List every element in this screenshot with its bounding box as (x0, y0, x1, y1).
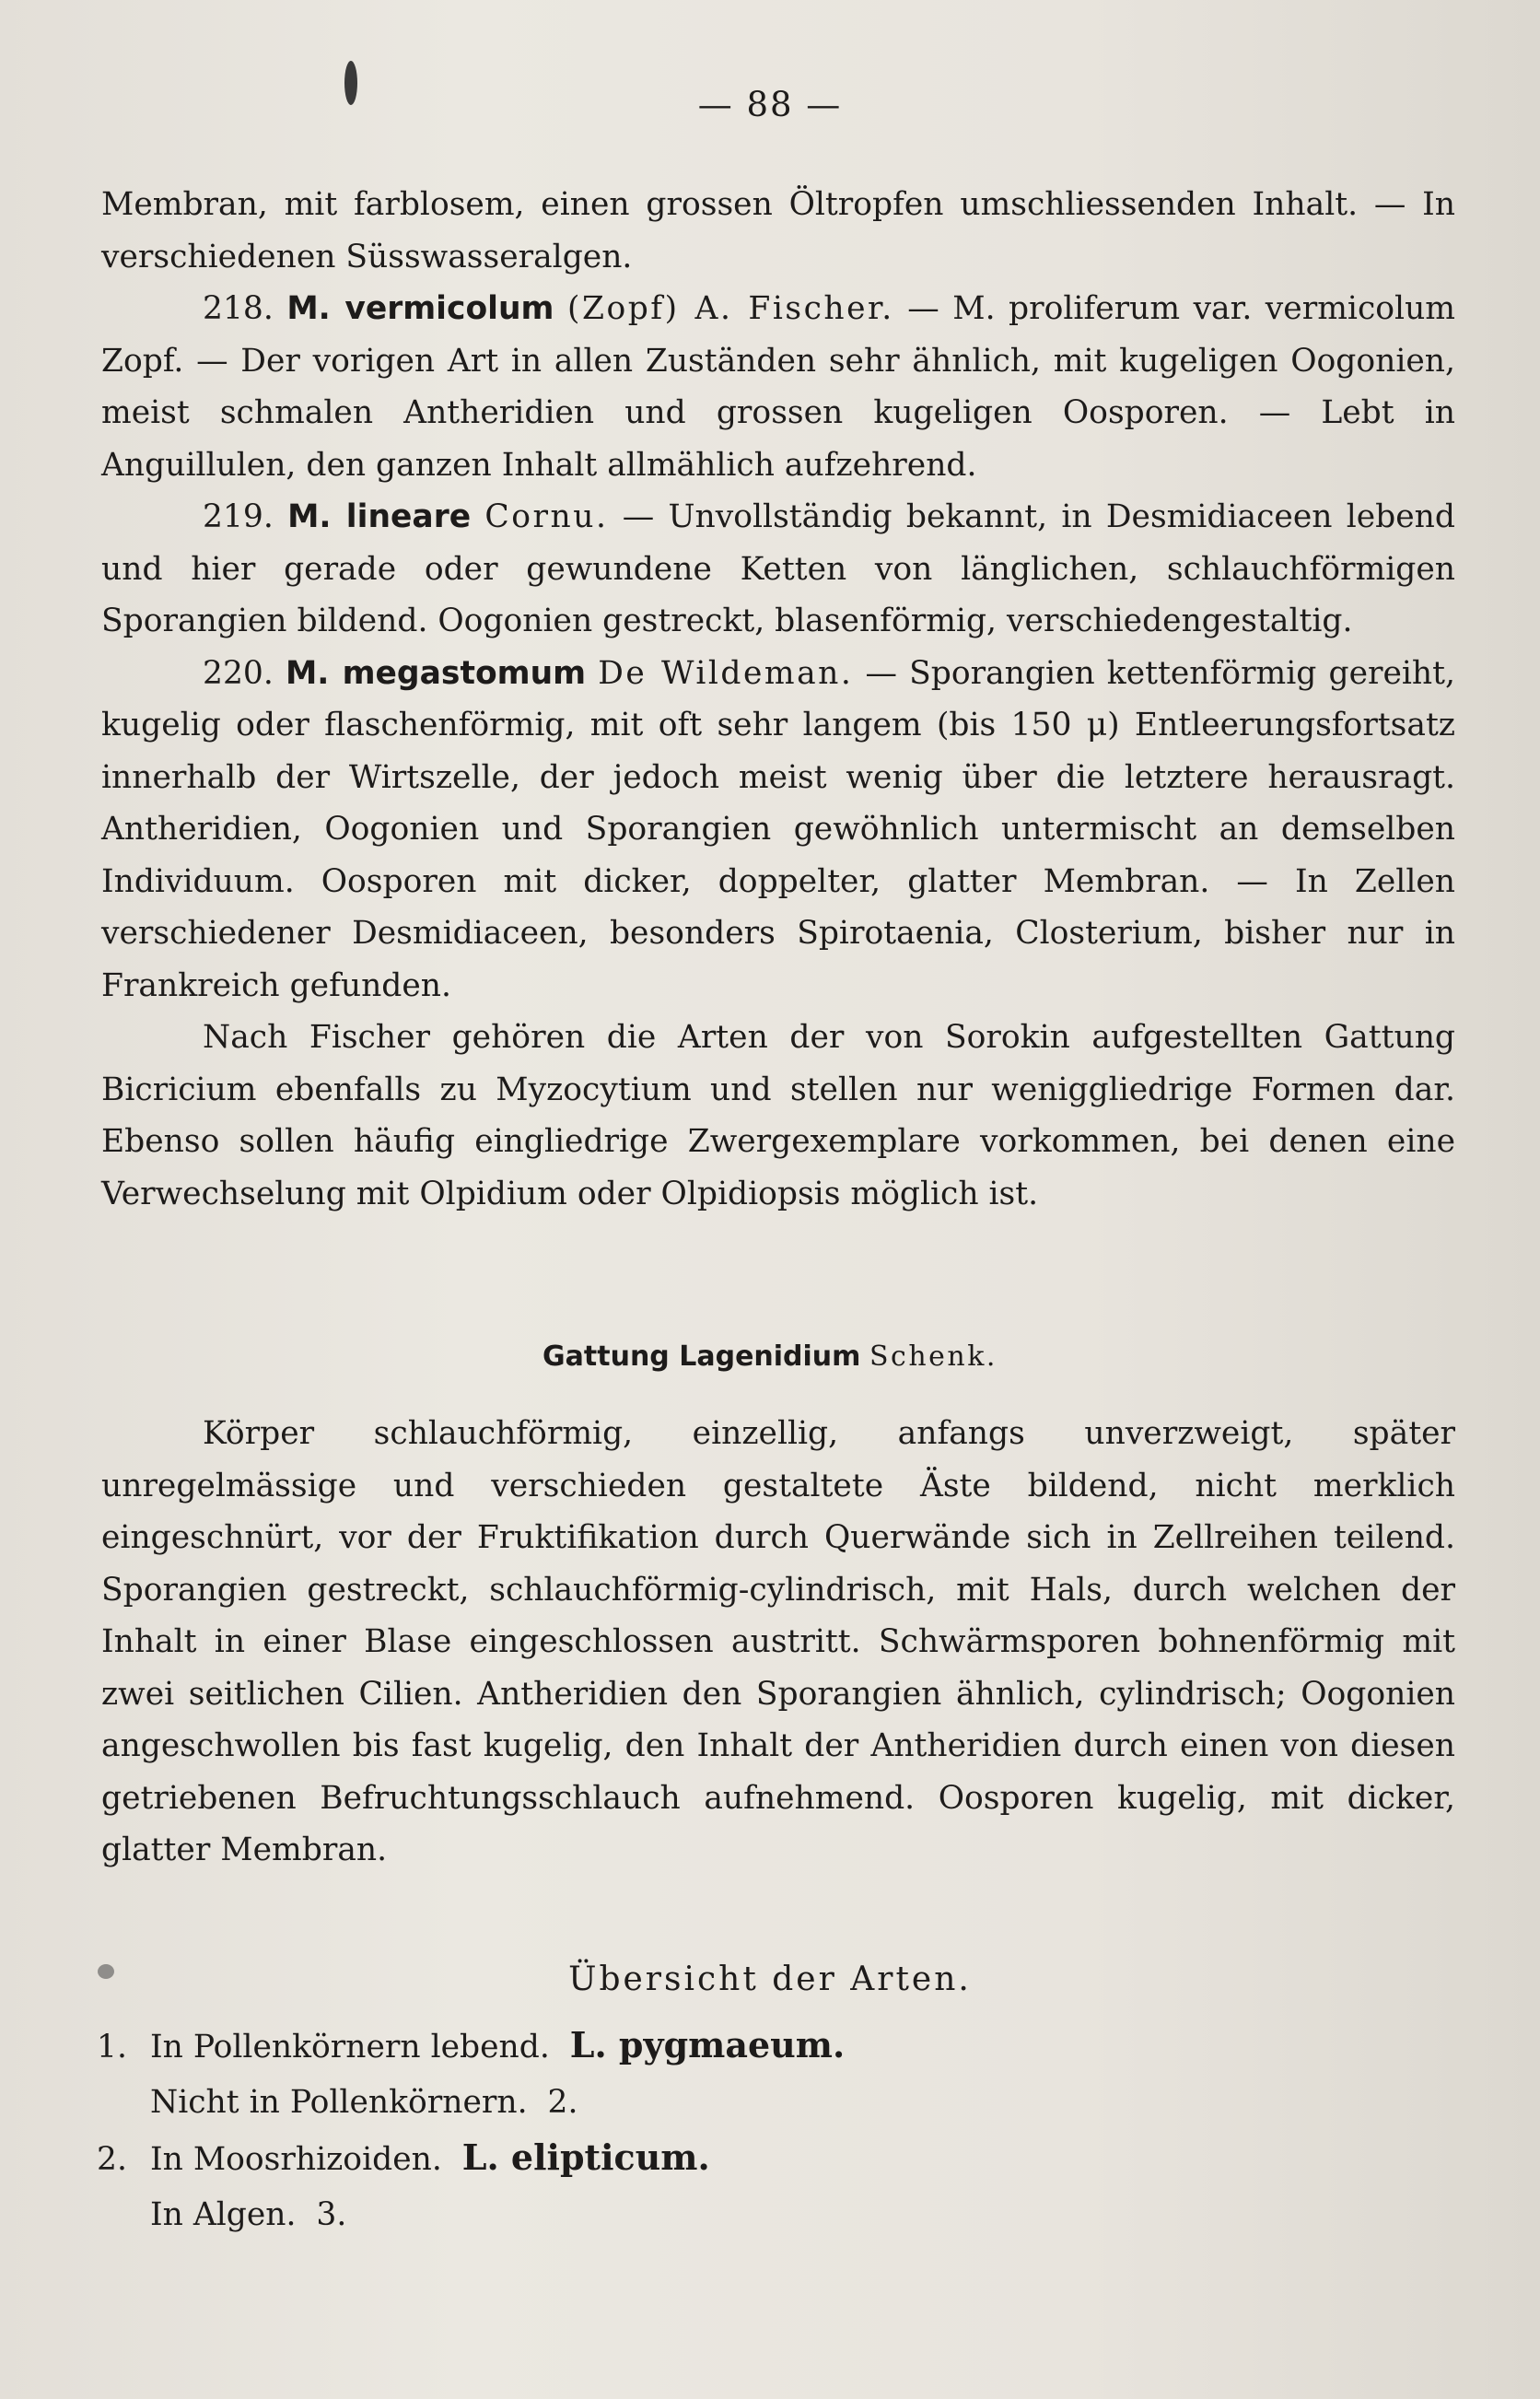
page-number: — 88 — (697, 85, 843, 124)
species-entry-220 (101, 648, 1455, 1012)
species-name: M. vermicolum (286, 290, 554, 327)
genus-description: Körper schlauchförmig, einzellig, anfangs unverzweigt, später unregelmässige und verschieden gestaltete Äste bildend, nicht merklich eingeschnürt, vor der Fruktifikation durch Querwände sich in Zellreihen teilend. Sporangien gestreckt, schlauchförmig-cylindrisch, mit Hals, durch welchen der Inhalt in einer Blase eingeschlossen austritt. Schwärmsporen bohnenförmig mit zwei seitlichen Cilien. Antheridien den Sporangien ähnlich, cylindrisch; Oogonien angeschwollen bis fast kugelig, den Inhalt der Antheridien durch einen von diesen getriebenen Befruchtungsschlauch aufnehmend. Oosporen kugelig, mit dicker, glatter Membran. (101, 1415, 1455, 1868)
entry-number: 218. (203, 290, 274, 327)
species-key (97, 2018, 845, 2242)
species-entry-218 (101, 283, 1455, 491)
species-description: — M. proliferum var. vermicolum Zopf. — Der vorigen Art in allen Zuständen sehr ähnlich, mit kugeligen Oogonien, meist schmalen Antheridien und grossen kugeligen Oosporen. — Lebt in Anguillulen, den ganzen Inhalt allmählich aufzehrend. (101, 290, 1456, 484)
key-row (97, 2130, 845, 2187)
species-author: Cornu. (484, 498, 609, 535)
species-author: (Zopf) A. Fischer. (567, 290, 894, 327)
genus-heading-label: Gattung Lagenidium (542, 1340, 861, 1373)
key-ref: 2. (547, 2084, 578, 2121)
key-text: In Algen. (150, 2196, 297, 2233)
key-row (97, 2187, 845, 2242)
key-text: In Pollenkörnern lebend. (150, 2029, 550, 2065)
key-row (97, 2075, 845, 2130)
key-number: 2. (97, 2141, 127, 2178)
species-name: M. lineare (287, 498, 472, 535)
key-text: In Moosrhizoiden. (150, 2141, 442, 2178)
genus-heading (0, 1340, 1540, 1373)
key-row (97, 2018, 845, 2075)
paragraph-continuation: Membran, mit farblosem, einen grossen Öltropfen umschliessenden Inhalt. — In verschiedenen Süsswasseralgen. (101, 186, 1455, 275)
paragraph-fischer: Nach Fischer gehören die Arten der von Sorokin aufgestellten Gattung Bicricium ebenfalls zu Myzocytium und stellen nur weniggliedrige Formen dar. Ebenso sollen häufig eingliedrige Zwergexemplare vorkommen, bei denen eine Verwechselung mit Olpidium oder Olpidiopsis möglich ist. (101, 1019, 1455, 1212)
main-text-block (101, 179, 1455, 1220)
entry-number: 219. (203, 498, 274, 535)
key-result: L. pygmaeum. (569, 2024, 846, 2065)
species-description: — Sporangien kettenförmig gereiht, kugelig oder flaschenförmig, mit oft sehr langem (bis 150 μ) Entleerungsfortsatz innerhalb der Wirtszelle, der jedoch meist wenig über die letztere herausragt. Antheridien, Oogonien und Sporangien gewöhnlich untermischt an demselben Individuum. Oosporen mit dicker, doppelter, glatter Membran. — In Zellen verschiedener Desmidiaceen, besonders Spirotaenia, Closterium, bisher nur in Frankreich gefunden. (101, 654, 1455, 1004)
species-description: — Unvollständig bekannt, in Desmidiaceen lebend und hier gerade oder gewundene Ketten von länglichen, schlauchförmigen Sporangien bildend. Oogonien gestreckt, blasenförmig, verschiedengestaltig. (101, 498, 1455, 639)
species-entry-219 (101, 491, 1455, 648)
key-ref: 3. (316, 2196, 347, 2233)
key-text: Nicht in Pollenkörnern. (150, 2084, 528, 2121)
overview-title: Übersicht der Arten. (568, 1960, 972, 1998)
species-name: M. megastomum (285, 654, 587, 692)
species-author: De Wildeman. (598, 654, 854, 692)
key-result: L. elipticum. (461, 2136, 710, 2178)
key-number: 1. (97, 2029, 127, 2065)
genus-description-block (101, 1408, 1455, 1877)
entry-number: 220. (203, 654, 274, 692)
genus-heading-author: Schenk. (869, 1340, 998, 1373)
